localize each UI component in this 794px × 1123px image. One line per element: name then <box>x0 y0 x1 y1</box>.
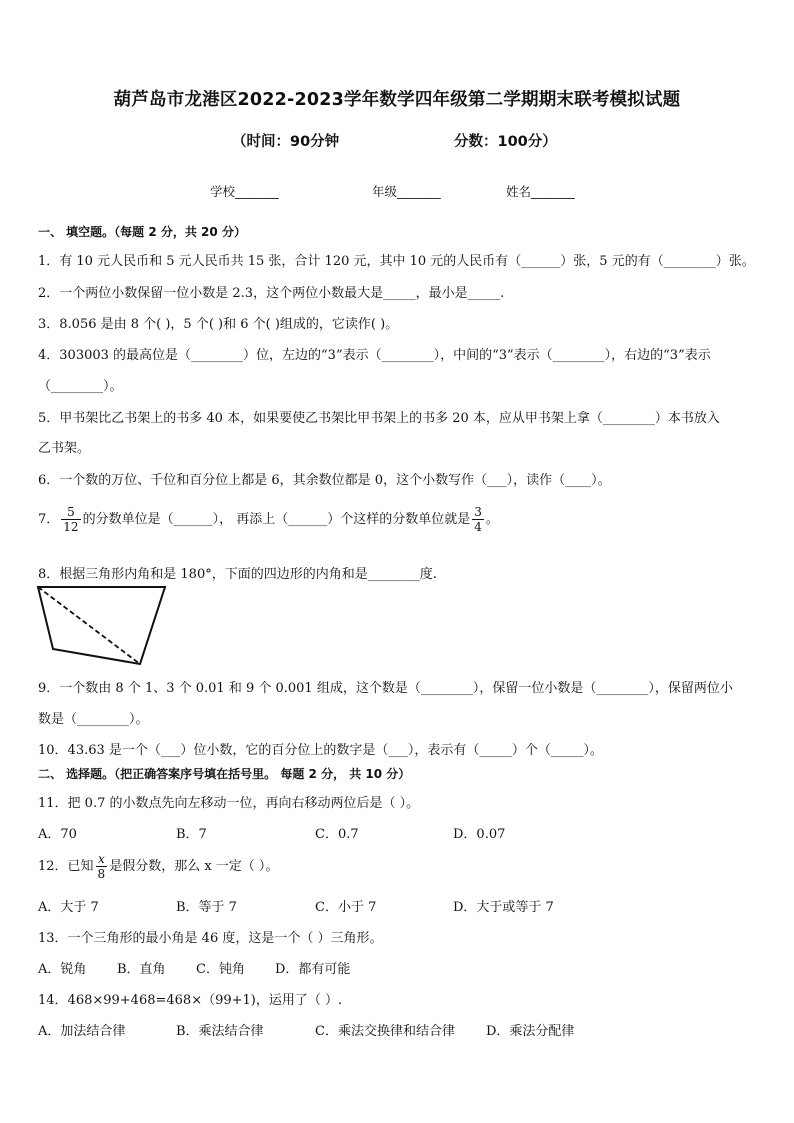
q11-option-a: A．70 <box>38 827 77 842</box>
q12-text: 是假分数，那么 x 一定（ ）。 <box>109 859 279 874</box>
question-12 <box>38 852 278 881</box>
q12-option-d: D．大于或等于 7 <box>453 900 554 915</box>
q14-option-c: C．乘法交换律和结合律 <box>315 1024 455 1039</box>
fraction-x-8 <box>96 852 108 881</box>
q14-option-d: D．乘法分配律 <box>486 1024 575 1039</box>
q14-option-a: A．加法结合律 <box>38 1024 126 1039</box>
question-4-line-2: （________）。 <box>38 379 123 394</box>
question-4-line-1: 4．303003 的最高位是（________）位，左边的“3”表示（________），中间的“3”表示（________），右边的“3”表示 <box>38 348 711 363</box>
q13-option-a: A．锐角 <box>38 962 87 977</box>
q7-prefix: 7． <box>38 512 60 527</box>
fraction-denominator: 4 <box>474 520 482 534</box>
question-11: 11．把 0.7 的小数点先向左移动一位，再向右移动两位后是（ ）。 <box>38 796 420 811</box>
q12-option-b: B．等于 7 <box>176 900 237 915</box>
grade-field: 年级_______ <box>372 184 441 199</box>
question-7 <box>38 505 499 534</box>
question-3: 3．8.056 是由 8 个( )，5 个( )和 6 个( )组成的，它读作( )。 <box>38 317 399 332</box>
q7-suffix: 。 <box>485 512 499 527</box>
q11-option-b: B．7 <box>176 827 207 842</box>
question-1: 1．有 10 元人民币和 5 元人民币共 15 张，合计 120 元，其中 10 元的人民币有（______）张，5 元的有（________）张。 <box>38 254 755 269</box>
name-field: 姓名_______ <box>506 184 575 199</box>
fraction-numerator: 5 <box>61 505 80 520</box>
time-limit: （时间：90分钟 <box>232 134 340 150</box>
q12-option-c: C．小于 7 <box>315 900 377 915</box>
question-14: 14．468×99+468=468×（99+1)，运用了（ ）. <box>38 993 343 1008</box>
section-heading-fill-in: 一、 填空题。（每题 2 分，共 20 分） <box>38 225 246 239</box>
fraction-numerator: 3 <box>474 505 482 519</box>
section-heading-choice: 二、 选择题。（把正确答案序号填在括号里。 每题 2 分， 共 10 分） <box>38 767 411 781</box>
q13-option-b: B．直角 <box>117 962 166 977</box>
question-5-line-2: 乙书架。 <box>38 441 91 456</box>
q13-option-d: D．都有可能 <box>275 962 351 977</box>
fraction-3-4 <box>472 505 484 534</box>
fraction-denominator: 8 <box>97 867 106 881</box>
page-title: 葫芦岛市龙港区2022-2023学年数学四年级第二学期期末联考模拟试题 <box>113 90 681 110</box>
q12-option-a: A．大于 7 <box>38 900 99 915</box>
question-6: 6．一个数的万位、千位和百分位上都是 6，其余数位都是 0，这个小数写作（___），读作（____）。 <box>38 473 611 488</box>
fraction-denominator: 12 <box>63 520 79 534</box>
total-score: 分数：100分） <box>454 134 557 150</box>
quadrilateral-figure <box>36 584 170 668</box>
question-10: 10．43.63 是一个（___）位小数，它的百分位上的数字是（___），表示有（_____）个（_____）。 <box>38 743 603 758</box>
question-9-line-2: 数是（________）。 <box>38 712 149 727</box>
fraction-5-12 <box>61 505 80 534</box>
q11-option-c: C．0.7 <box>315 827 359 842</box>
question-13: 13．一个三角形的最小角是 46 度，这是一个（ ）三角形。 <box>38 931 383 946</box>
q14-option-b: B．乘法结合律 <box>176 1024 264 1039</box>
question-5-line-1: 5．甲书架比乙书架上的书多 40 本，如果要使乙书架比甲书架上的书多 20 本，应从甲书架上拿（________）本书放入 <box>38 411 720 426</box>
fraction-numerator: x <box>96 852 108 867</box>
question-9-line-1: 9．一个数由 8 个 1、3 个 0.01 和 9 个 0.001 组成，这个数是（________），保留一位小数是（________），保留两位小 <box>38 681 733 696</box>
q13-option-c: C．钝角 <box>196 962 245 977</box>
school-field: 学校_______ <box>210 184 279 199</box>
q12-prefix: 12．已知 <box>38 859 94 874</box>
question-2: 2．一个两位小数保留一位小数是 2.3，这个两位小数最大是_____，最小是_____. <box>38 286 505 301</box>
question-8: 8．根据三角形内角和是 180°，下面的四边形的内角和是________度. <box>38 567 437 582</box>
q7-text: 的分数单位是（______）， 再添上（______）个这样的分数单位就是 <box>82 512 471 527</box>
q11-option-d: D．0.07 <box>453 827 506 842</box>
